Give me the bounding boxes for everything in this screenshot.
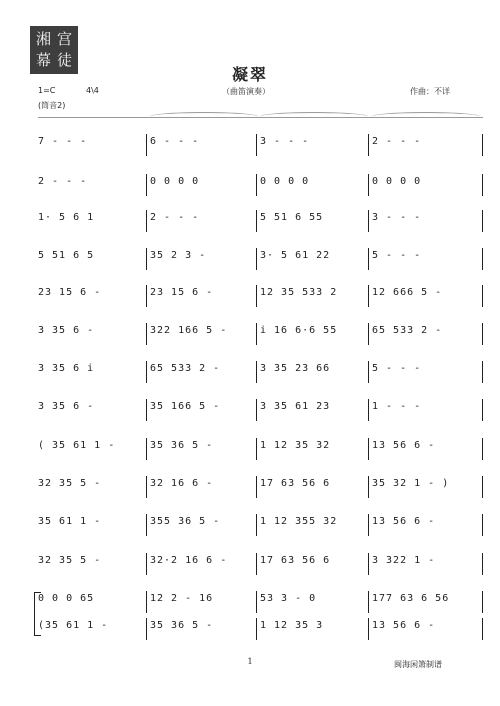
measure: 3 35 6 i bbox=[38, 363, 95, 374]
bar-line bbox=[256, 285, 257, 307]
measure: 65 533 2 - bbox=[372, 325, 443, 336]
bar-line bbox=[146, 553, 147, 575]
measure: 1 12 35 32 bbox=[260, 440, 331, 451]
score-row bbox=[38, 168, 483, 202]
instrument-note: （曲笛演奏） bbox=[222, 87, 270, 96]
measure: 13 56 6 - bbox=[372, 516, 436, 527]
measure: 13 56 6 - bbox=[372, 620, 436, 631]
measure: 1 12 355 32 bbox=[260, 516, 338, 527]
bar-line bbox=[482, 210, 483, 232]
score-row bbox=[38, 204, 483, 238]
measure: 3· 5 61 22 bbox=[260, 250, 331, 261]
measure: 35 36 5 - bbox=[150, 620, 214, 631]
measure: 177 63 6 56 bbox=[372, 593, 450, 604]
bar-line bbox=[482, 323, 483, 345]
bar-line bbox=[482, 553, 483, 575]
bar-line bbox=[146, 399, 147, 421]
bar-line bbox=[368, 323, 369, 345]
measure: 32 35 5 - bbox=[38, 555, 102, 566]
seal-char: 幕 bbox=[35, 51, 51, 69]
bar-line bbox=[146, 174, 147, 196]
measure: i 16 6·6 55 bbox=[260, 325, 338, 336]
measure: 355 36 5 - bbox=[150, 516, 221, 527]
measure: 322 166 5 - bbox=[150, 325, 228, 336]
measure: 7 - - - bbox=[38, 136, 88, 147]
measure: 53 3 - 0 bbox=[260, 593, 317, 604]
bar-line bbox=[256, 476, 257, 498]
measure: 35 166 5 - bbox=[150, 401, 221, 412]
bar-line bbox=[482, 618, 483, 640]
bar-line bbox=[146, 323, 147, 345]
bar-line bbox=[146, 438, 147, 460]
bar-line bbox=[368, 514, 369, 536]
measure: 5 - - - bbox=[372, 250, 422, 261]
bar-line bbox=[256, 438, 257, 460]
measure: 23 15 6 - bbox=[38, 287, 102, 298]
measure: 3 35 6 - bbox=[38, 325, 95, 336]
measure: 1· 5 6 1 bbox=[38, 212, 95, 223]
measure: 3 - - - bbox=[372, 212, 422, 223]
bar-line bbox=[256, 174, 257, 196]
bar-line bbox=[482, 514, 483, 536]
measure: 23 15 6 - bbox=[150, 287, 214, 298]
measure: 2 - - - bbox=[150, 212, 200, 223]
measure: 32 16 6 - bbox=[150, 478, 214, 489]
bar-line bbox=[146, 248, 147, 270]
bar-line bbox=[146, 285, 147, 307]
fingering-note: (筒音2) bbox=[38, 101, 66, 110]
bar-line bbox=[482, 134, 483, 156]
bar-line bbox=[368, 553, 369, 575]
measure: 0 0 0 0 bbox=[372, 176, 422, 187]
bar-line bbox=[146, 514, 147, 536]
score-row bbox=[38, 128, 483, 162]
score-row bbox=[38, 317, 483, 351]
measure: 1 12 35 3 bbox=[260, 620, 324, 631]
score-row bbox=[38, 355, 483, 389]
bar-line bbox=[256, 210, 257, 232]
bar-line bbox=[256, 618, 257, 640]
bar-line bbox=[368, 285, 369, 307]
slur-mark bbox=[372, 112, 480, 121]
measure: 32 35 5 - bbox=[38, 478, 102, 489]
bar-line bbox=[482, 591, 483, 613]
bar-line bbox=[368, 210, 369, 232]
score-row bbox=[38, 432, 483, 466]
bar-line bbox=[482, 174, 483, 196]
seal-char: 徒 bbox=[56, 51, 72, 69]
bar-line bbox=[146, 361, 147, 383]
measure: 0 0 0 0 bbox=[260, 176, 310, 187]
measure: 65 533 2 - bbox=[150, 363, 221, 374]
score-row bbox=[38, 470, 483, 504]
measure: 35 36 5 - bbox=[150, 440, 214, 451]
bar-line bbox=[482, 248, 483, 270]
score-row bbox=[38, 612, 483, 646]
bar-line bbox=[482, 399, 483, 421]
bar-line bbox=[256, 591, 257, 613]
bar-line bbox=[256, 248, 257, 270]
measure: 35 2 3 - bbox=[150, 250, 207, 261]
bar-line bbox=[368, 399, 369, 421]
system-bracket bbox=[34, 592, 41, 636]
score-row bbox=[38, 279, 483, 313]
measure: 3 322 1 - bbox=[372, 555, 436, 566]
measure: (35 61 1 - bbox=[38, 620, 109, 631]
seal-char: 湘 bbox=[35, 30, 51, 48]
slur-mark bbox=[260, 112, 368, 121]
slur-mark bbox=[150, 112, 258, 121]
bar-line bbox=[368, 618, 369, 640]
score-row bbox=[38, 547, 483, 581]
measure: 3 35 61 23 bbox=[260, 401, 331, 412]
score-credit: 闽海闲箫制谱 bbox=[394, 660, 442, 669]
bar-line bbox=[146, 591, 147, 613]
measure: 3 - - - bbox=[260, 136, 310, 147]
bar-line bbox=[256, 514, 257, 536]
key-signature: 1=C bbox=[38, 86, 56, 95]
measure: 35 61 1 - bbox=[38, 516, 102, 527]
measure: 5 51 6 5 bbox=[38, 250, 95, 261]
measure: 2 - - - bbox=[372, 136, 422, 147]
composer: 作曲：不详 bbox=[410, 87, 450, 96]
bar-line bbox=[482, 438, 483, 460]
measure: 12 666 5 - bbox=[372, 287, 443, 298]
piece-title: 凝翠 bbox=[231, 65, 268, 84]
bar-line bbox=[368, 134, 369, 156]
bar-line bbox=[146, 210, 147, 232]
bar-line bbox=[146, 476, 147, 498]
measure: 2 - - - bbox=[38, 176, 88, 187]
measure: 5 51 6 55 bbox=[260, 212, 324, 223]
bar-line bbox=[256, 323, 257, 345]
measure: 1 - - - bbox=[372, 401, 422, 412]
measure: 0 0 0 65 bbox=[38, 593, 95, 604]
measure: 13 56 6 - bbox=[372, 440, 436, 451]
bar-line bbox=[368, 476, 369, 498]
bar-line bbox=[482, 285, 483, 307]
measure: 3 35 23 66 bbox=[260, 363, 331, 374]
time-signature: 4\4 bbox=[86, 86, 99, 95]
score-row bbox=[38, 393, 483, 427]
bar-line bbox=[256, 399, 257, 421]
bar-line bbox=[146, 134, 147, 156]
bar-line bbox=[482, 476, 483, 498]
measure: 12 35 533 2 bbox=[260, 287, 338, 298]
measure: 3 35 6 - bbox=[38, 401, 95, 412]
bar-line bbox=[482, 361, 483, 383]
page-number: 1 bbox=[247, 657, 253, 666]
bar-line bbox=[146, 618, 147, 640]
bar-line bbox=[368, 438, 369, 460]
score-row bbox=[38, 508, 483, 542]
bar-line bbox=[256, 361, 257, 383]
measure: 32·2 16 6 - bbox=[150, 555, 228, 566]
measure: 6 - - - bbox=[150, 136, 200, 147]
bar-line bbox=[368, 174, 369, 196]
measure: 5 - - - bbox=[372, 363, 422, 374]
measure: 35 32 1 - ) bbox=[372, 478, 450, 489]
bar-line bbox=[368, 591, 369, 613]
bar-line bbox=[368, 361, 369, 383]
measure: 12 2 - 16 bbox=[150, 593, 214, 604]
seal-char: 宫 bbox=[56, 30, 72, 48]
measure: ( 35 61 1 - bbox=[38, 440, 116, 451]
bar-line bbox=[256, 553, 257, 575]
bar-line bbox=[368, 248, 369, 270]
measure: 17 63 56 6 bbox=[260, 478, 331, 489]
measure: 0 0 0 0 bbox=[150, 176, 200, 187]
score-row bbox=[38, 242, 483, 276]
bar-line bbox=[256, 134, 257, 156]
measure: 17 63 56 6 bbox=[260, 555, 331, 566]
